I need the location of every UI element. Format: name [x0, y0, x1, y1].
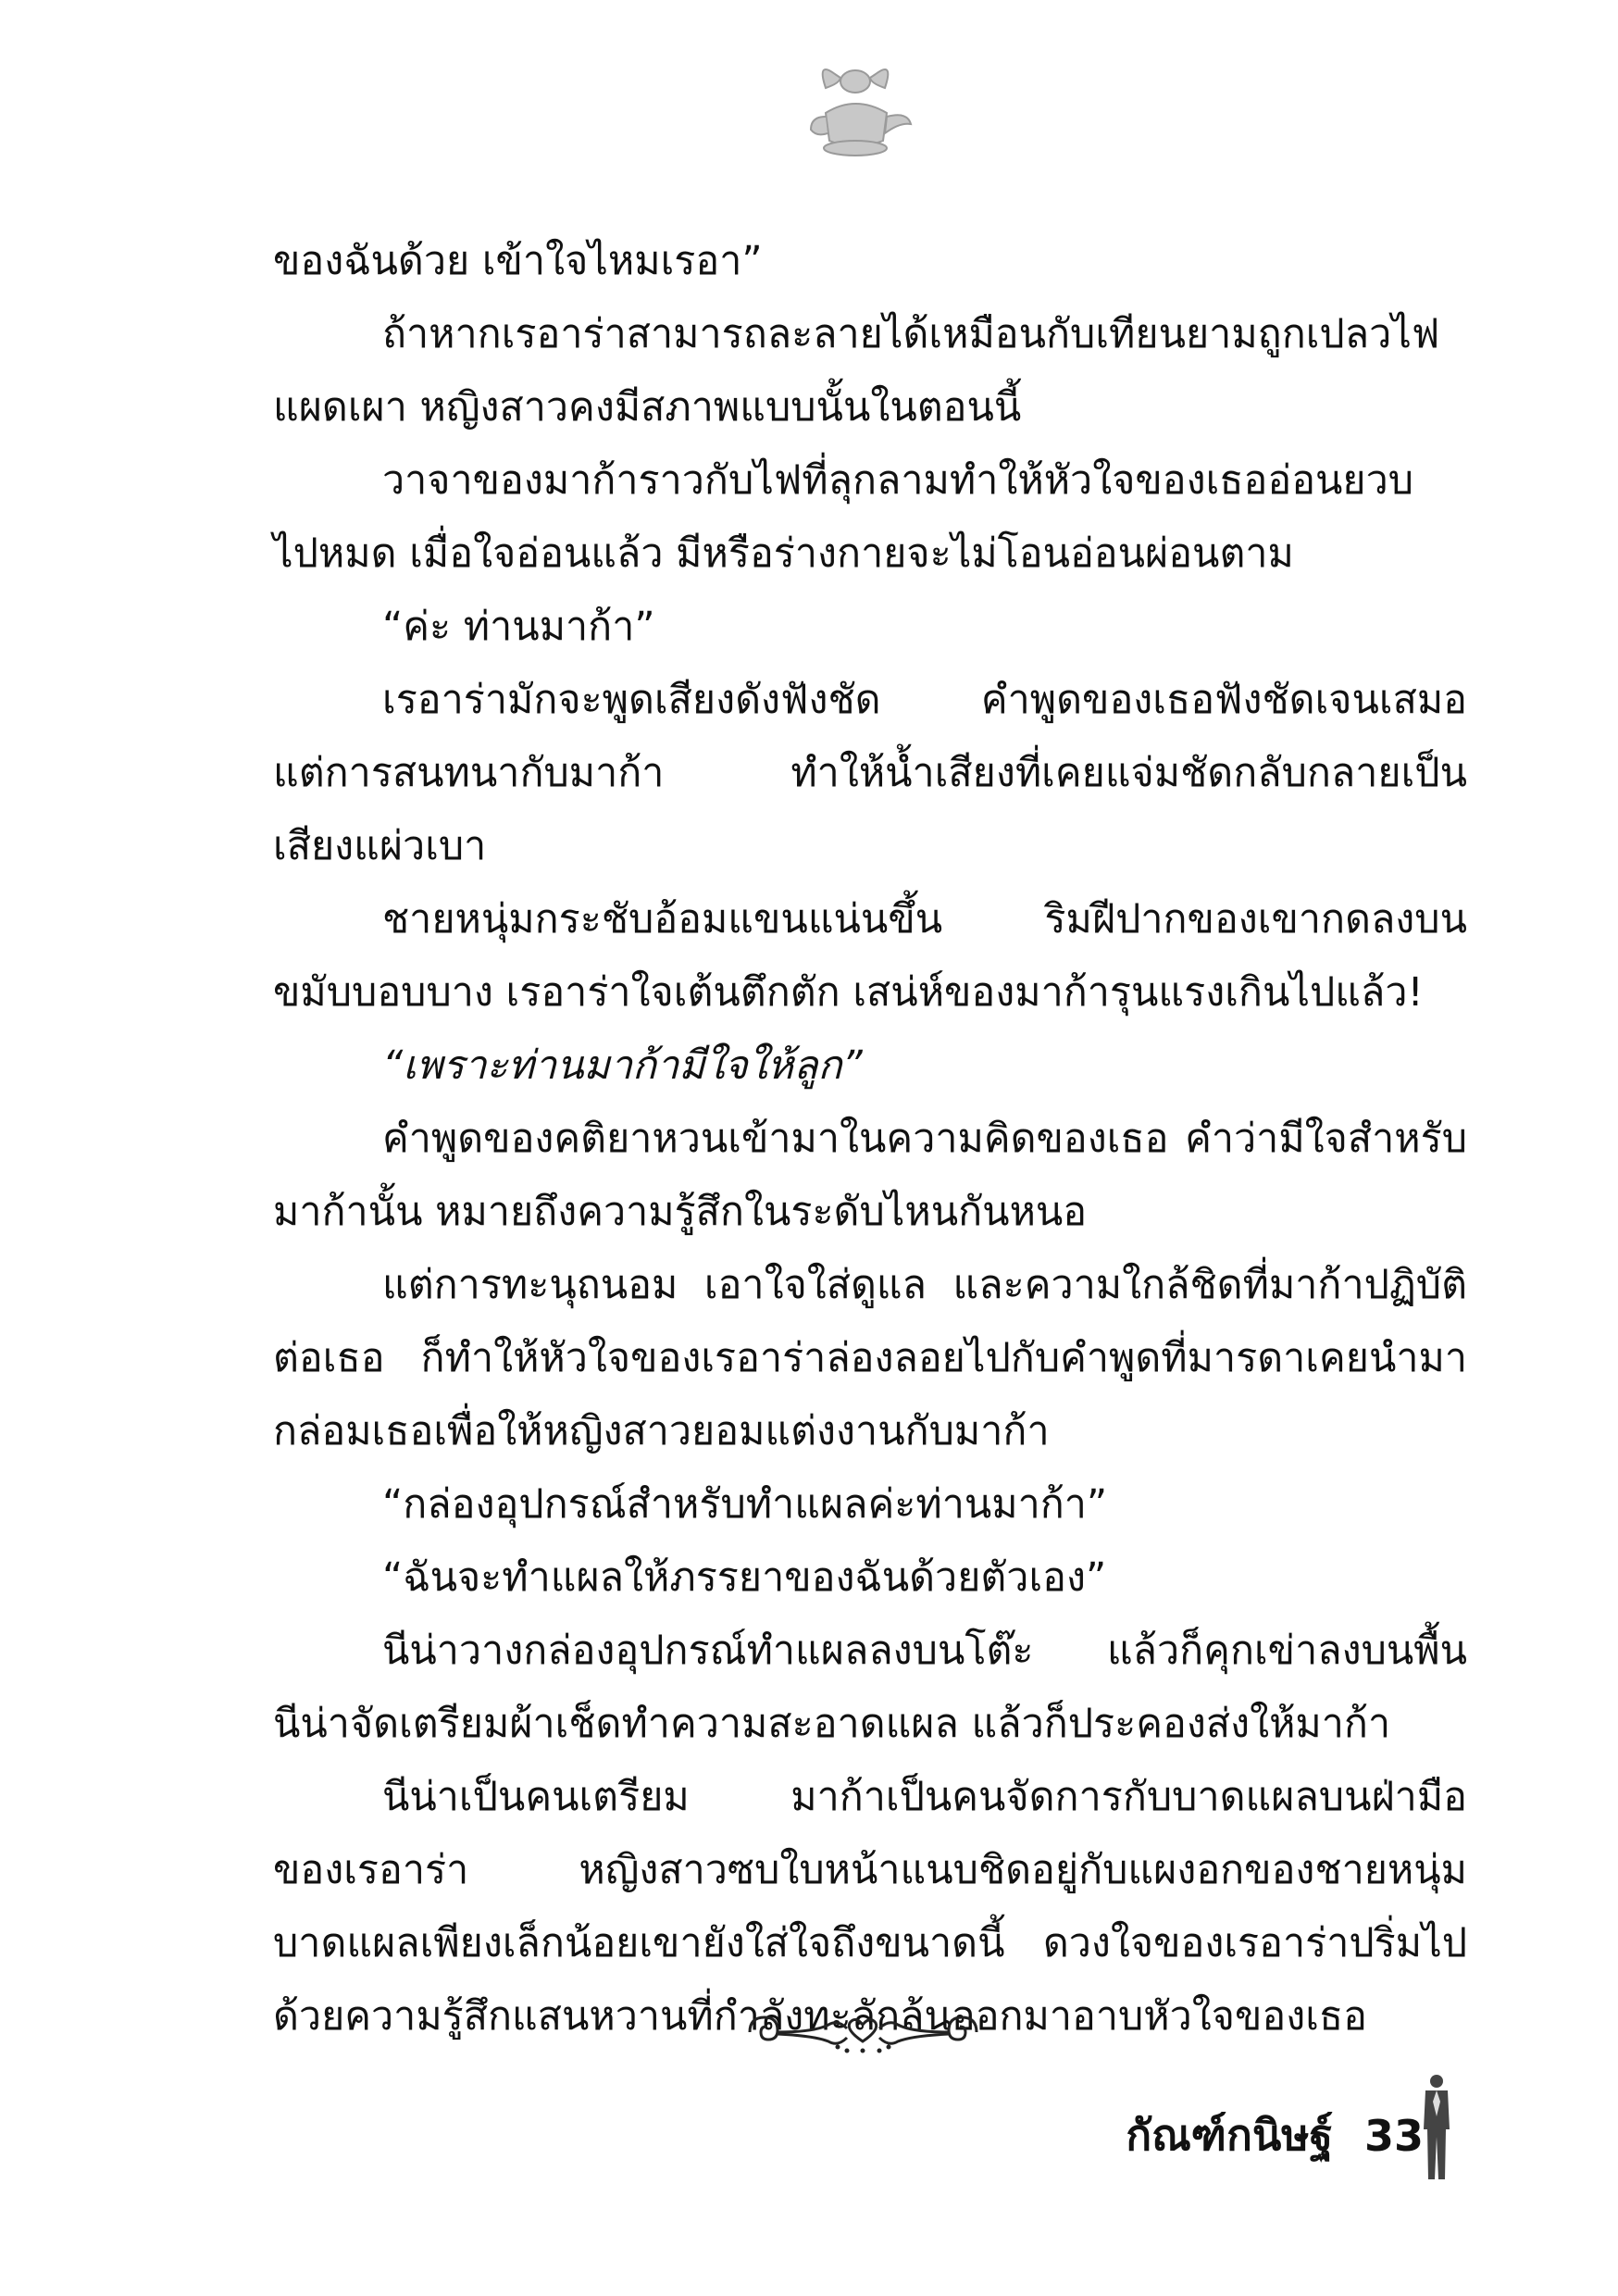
- text-line: “กล่องอุปกรณ์สำหรับทำแผลค่ะท่านมาก้า”: [382, 1481, 1108, 1528]
- text-line: “ค่ะ ท่านมาก้า”: [382, 604, 655, 650]
- text-line: นีน่าเป็นคนเตรียม มาก้าเป็นคนจัดการกับบาดแผลบนฝ่ามือ: [382, 1774, 1467, 1820]
- text-line: มาก้านั้น หมายถึงความรู้สึกในระดับไหนกันหนอ: [273, 1189, 1088, 1235]
- text-line: แต่การทะนุถนอม เอาใจใส่ดูแล และความใกล้ชิดที่มาก้าปฏิบัติ: [382, 1262, 1467, 1308]
- text-line: ต่อเธอ ก็ทำให้หัวใจของเรอาร่าล่องลอยไปกับคำพูดที่มารดาเคยนำมา: [273, 1335, 1467, 1381]
- suit-figure-icon: [1418, 2072, 1455, 2183]
- text-line: วาจาของมาก้าราวกับไฟที่ลุกลามทำให้หัวใจของเธออ่อนยวบ: [382, 457, 1414, 504]
- text-line: ด้วยความรู้สึกแสนหวานที่กำลังทะลักล้นออกมาอาบหัวใจของเธอ: [273, 1993, 1367, 2040]
- text-line: นีน่าวางกล่องอุปกรณ์ทำแผลลงบนโต๊ะ แล้วก็คุกเข่าลงบนพื้น: [382, 1628, 1467, 1674]
- text-line: ถ้าหากเรอาร่าสามารถละลายได้เหมือนกับเทียนยามถูกเปลวไฟ: [382, 311, 1440, 357]
- text-line: แผดเผา หญิงสาวคงมีสภาพแบบนั้นในตอนนี้: [273, 384, 1022, 430]
- text-line: คำพูดของคติยาหวนเข้ามาในความคิดของเธอ คำว่ามีใจสำหรับ: [382, 1116, 1467, 1162]
- text-line: กล่อมเธอเพื่อให้หญิงสาวยอมแต่งงานกับมาก้า: [273, 1408, 1050, 1454]
- scroll-heart-divider-icon: [741, 2004, 986, 2060]
- text-line: ชายหนุ่มกระชับอ้อมแขนแน่นขึ้น ริมฝีปากของเขากดลงบน: [382, 896, 1467, 942]
- teapot-ornament-icon: [798, 56, 918, 167]
- page-number: 33: [1363, 2110, 1424, 2161]
- text-line: เสียงแผ่วเบา: [273, 823, 487, 869]
- text-line: นีน่าจัดเตรียมผ้าเช็ดทำความสะอาดแผล แล้วก็ประคองส่งให้มาก้า: [273, 1701, 1391, 1747]
- book-title: กัณฑ์กนิษฐ์: [1126, 2110, 1333, 2160]
- text-line: “เพราะท่านมาก้ามีใจให้ลูก”: [382, 1042, 863, 1089]
- text-line: “ฉันจะทำแผลให้ภรรยาของฉันด้วยตัวเอง”: [382, 1554, 1107, 1601]
- page-footer: [1126, 2102, 1424, 2169]
- text-line: ไปหมด เมื่อใจอ่อนแล้ว มีหรือร่างกายจะไม่โอนอ่อนผ่อนตาม: [273, 530, 1294, 577]
- text-line: เรอาร่ามักจะพูดเสียงดังฟังชัด คำพูดของเธอฟังชัดเจนเสมอ: [382, 677, 1467, 723]
- text-line: ขมับบอบบาง เรอาร่าใจเต้นตึกตัก เสน่ห์ของมาก้ารุนแรงเกินไปแล้ว!: [273, 969, 1424, 1016]
- text-line: ของฉันด้วย เข้าใจไหมเรอา”: [273, 238, 763, 284]
- text-line: แต่การสนทนากับมาก้า ทำให้น้ำเสียงที่เคยแจ่มชัดกลับกลายเป็น: [273, 750, 1467, 796]
- text-line: บาดแผลเพียงเล็กน้อยเขายังใส่ใจถึงขนาดนี้ ดวงใจของเรอาร่าปริ่มไป: [273, 1920, 1467, 1966]
- story-text: [273, 225, 1467, 2053]
- text-line: ของเรอาร่า หญิงสาวซบใบหน้าแนบชิดอยู่กับแผงอกของชายหนุ่ม: [273, 1847, 1467, 1893]
